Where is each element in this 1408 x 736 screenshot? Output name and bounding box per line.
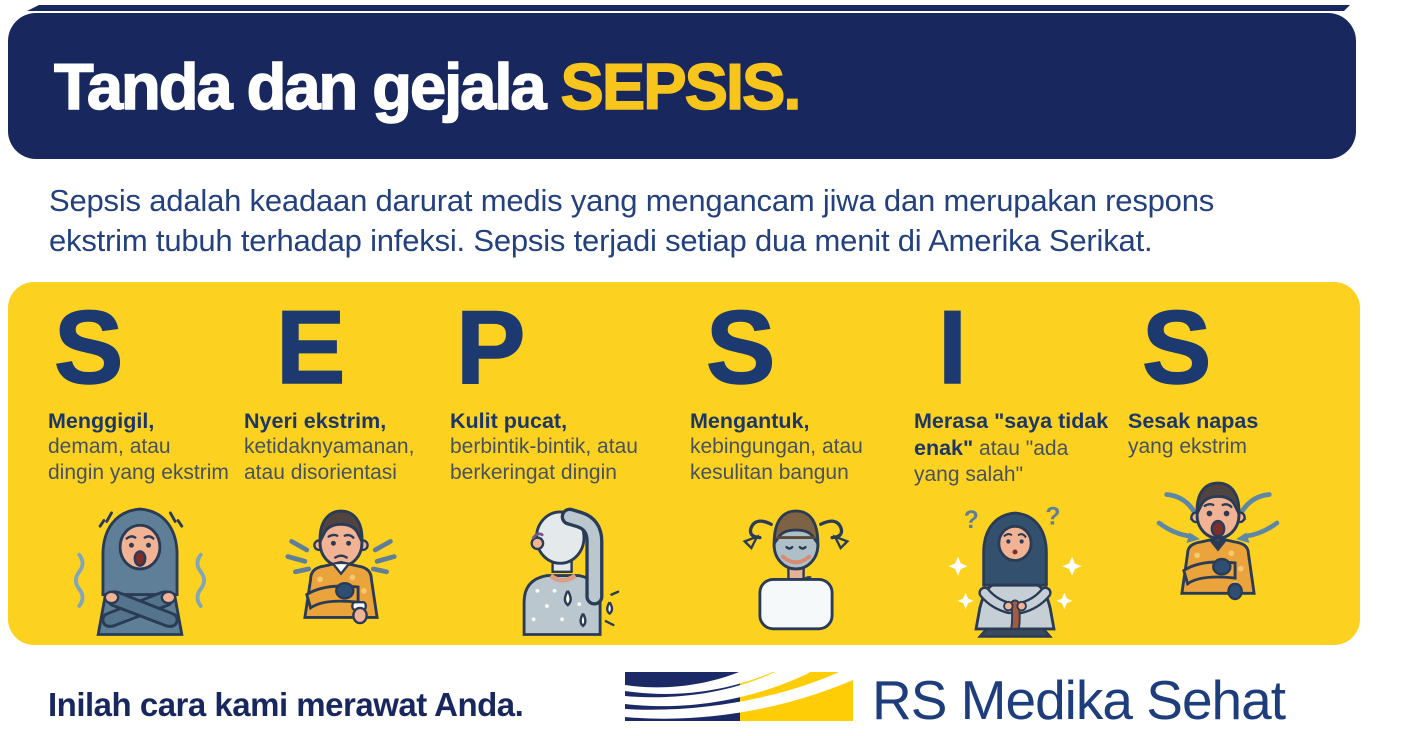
symptom-column-5 bbox=[914, 290, 1128, 640]
symptom-heading: Sesak napas bbox=[1128, 409, 1259, 433]
symptom-column-2 bbox=[244, 290, 450, 640]
pale-sweating-person-illustration bbox=[450, 496, 678, 638]
symptom-heading: Menggigil, bbox=[48, 409, 155, 433]
symptom-body-text: berbintik-bintik, atau berkeringat dingin bbox=[450, 435, 638, 484]
symptom-description bbox=[690, 408, 902, 486]
symptom-heading: Nyeri ekstrim, bbox=[244, 409, 387, 433]
symptom-column-4 bbox=[690, 290, 914, 640]
symptom-column-3 bbox=[450, 290, 690, 640]
intro-line-2: ekstrim tubuh terhadap infeksi. Sepsis terjadi setiap dua menit di Amerika Serikat. bbox=[49, 223, 1153, 258]
confused-person-illustration bbox=[914, 498, 1116, 640]
symptom-column-6 bbox=[1128, 290, 1320, 640]
symptom-heading: Merasa "saya tidak enak" bbox=[914, 409, 1109, 460]
symptom-description bbox=[914, 408, 1116, 488]
page-title bbox=[54, 49, 799, 124]
svg-text:?: ? bbox=[1045, 503, 1061, 531]
footer-tagline: Inilah cara kami merawat Anda. bbox=[48, 686, 524, 723]
symptom-body-text: kebingungan, atau kesulitan bangun bbox=[690, 435, 863, 484]
acronym-letter: S bbox=[1142, 290, 1210, 406]
sleepy-person-illustration bbox=[690, 496, 902, 638]
shivering-person-illustration bbox=[48, 496, 232, 638]
short-of-breath-person-illustration bbox=[1128, 470, 1308, 612]
symptom-heading: Mengantuk, bbox=[690, 409, 810, 433]
symptom-description bbox=[244, 408, 438, 486]
hospital-brand-name: RS Medika Sehat bbox=[872, 669, 1285, 731]
symptom-description bbox=[48, 408, 232, 486]
acronym-letter: E bbox=[276, 290, 344, 406]
symptom-body-text: ketidaknyamanan, atau disorientasi bbox=[244, 435, 415, 484]
sepsis-acronym-panel bbox=[8, 282, 1360, 645]
top-edge-strip bbox=[17, 5, 1350, 11]
symptom-heading: Kulit pucat, bbox=[450, 409, 568, 433]
svg-text:?: ? bbox=[963, 507, 979, 535]
intro-line-1: Sepsis adalah keadaan darurat medis yang mengancam jiwa dan merupakan respons bbox=[49, 183, 1215, 218]
symptom-columns bbox=[48, 290, 1360, 640]
symptom-body-text: demam, atau dingin yang ekstrim bbox=[48, 435, 229, 484]
symptom-column-1 bbox=[48, 290, 244, 640]
symptom-body-text: yang ekstrim bbox=[1128, 435, 1248, 458]
acronym-letter: P bbox=[456, 290, 524, 406]
intro-paragraph bbox=[49, 181, 1214, 261]
symptom-description bbox=[1128, 408, 1308, 460]
acronym-letter: S bbox=[706, 290, 774, 406]
symptom-description bbox=[450, 408, 678, 486]
page-title-highlight: SEPSIS. bbox=[560, 49, 800, 123]
acronym-letter: I bbox=[938, 290, 965, 406]
page-title-regular: Tanda dan gejala bbox=[54, 49, 545, 123]
symptom-body-text: atau "ada yang salah" bbox=[914, 437, 1069, 486]
title-banner bbox=[8, 13, 1356, 159]
chest-pain-person-illustration bbox=[244, 496, 438, 638]
hospital-logo-mark bbox=[625, 672, 853, 721]
acronym-letter: S bbox=[54, 290, 122, 406]
